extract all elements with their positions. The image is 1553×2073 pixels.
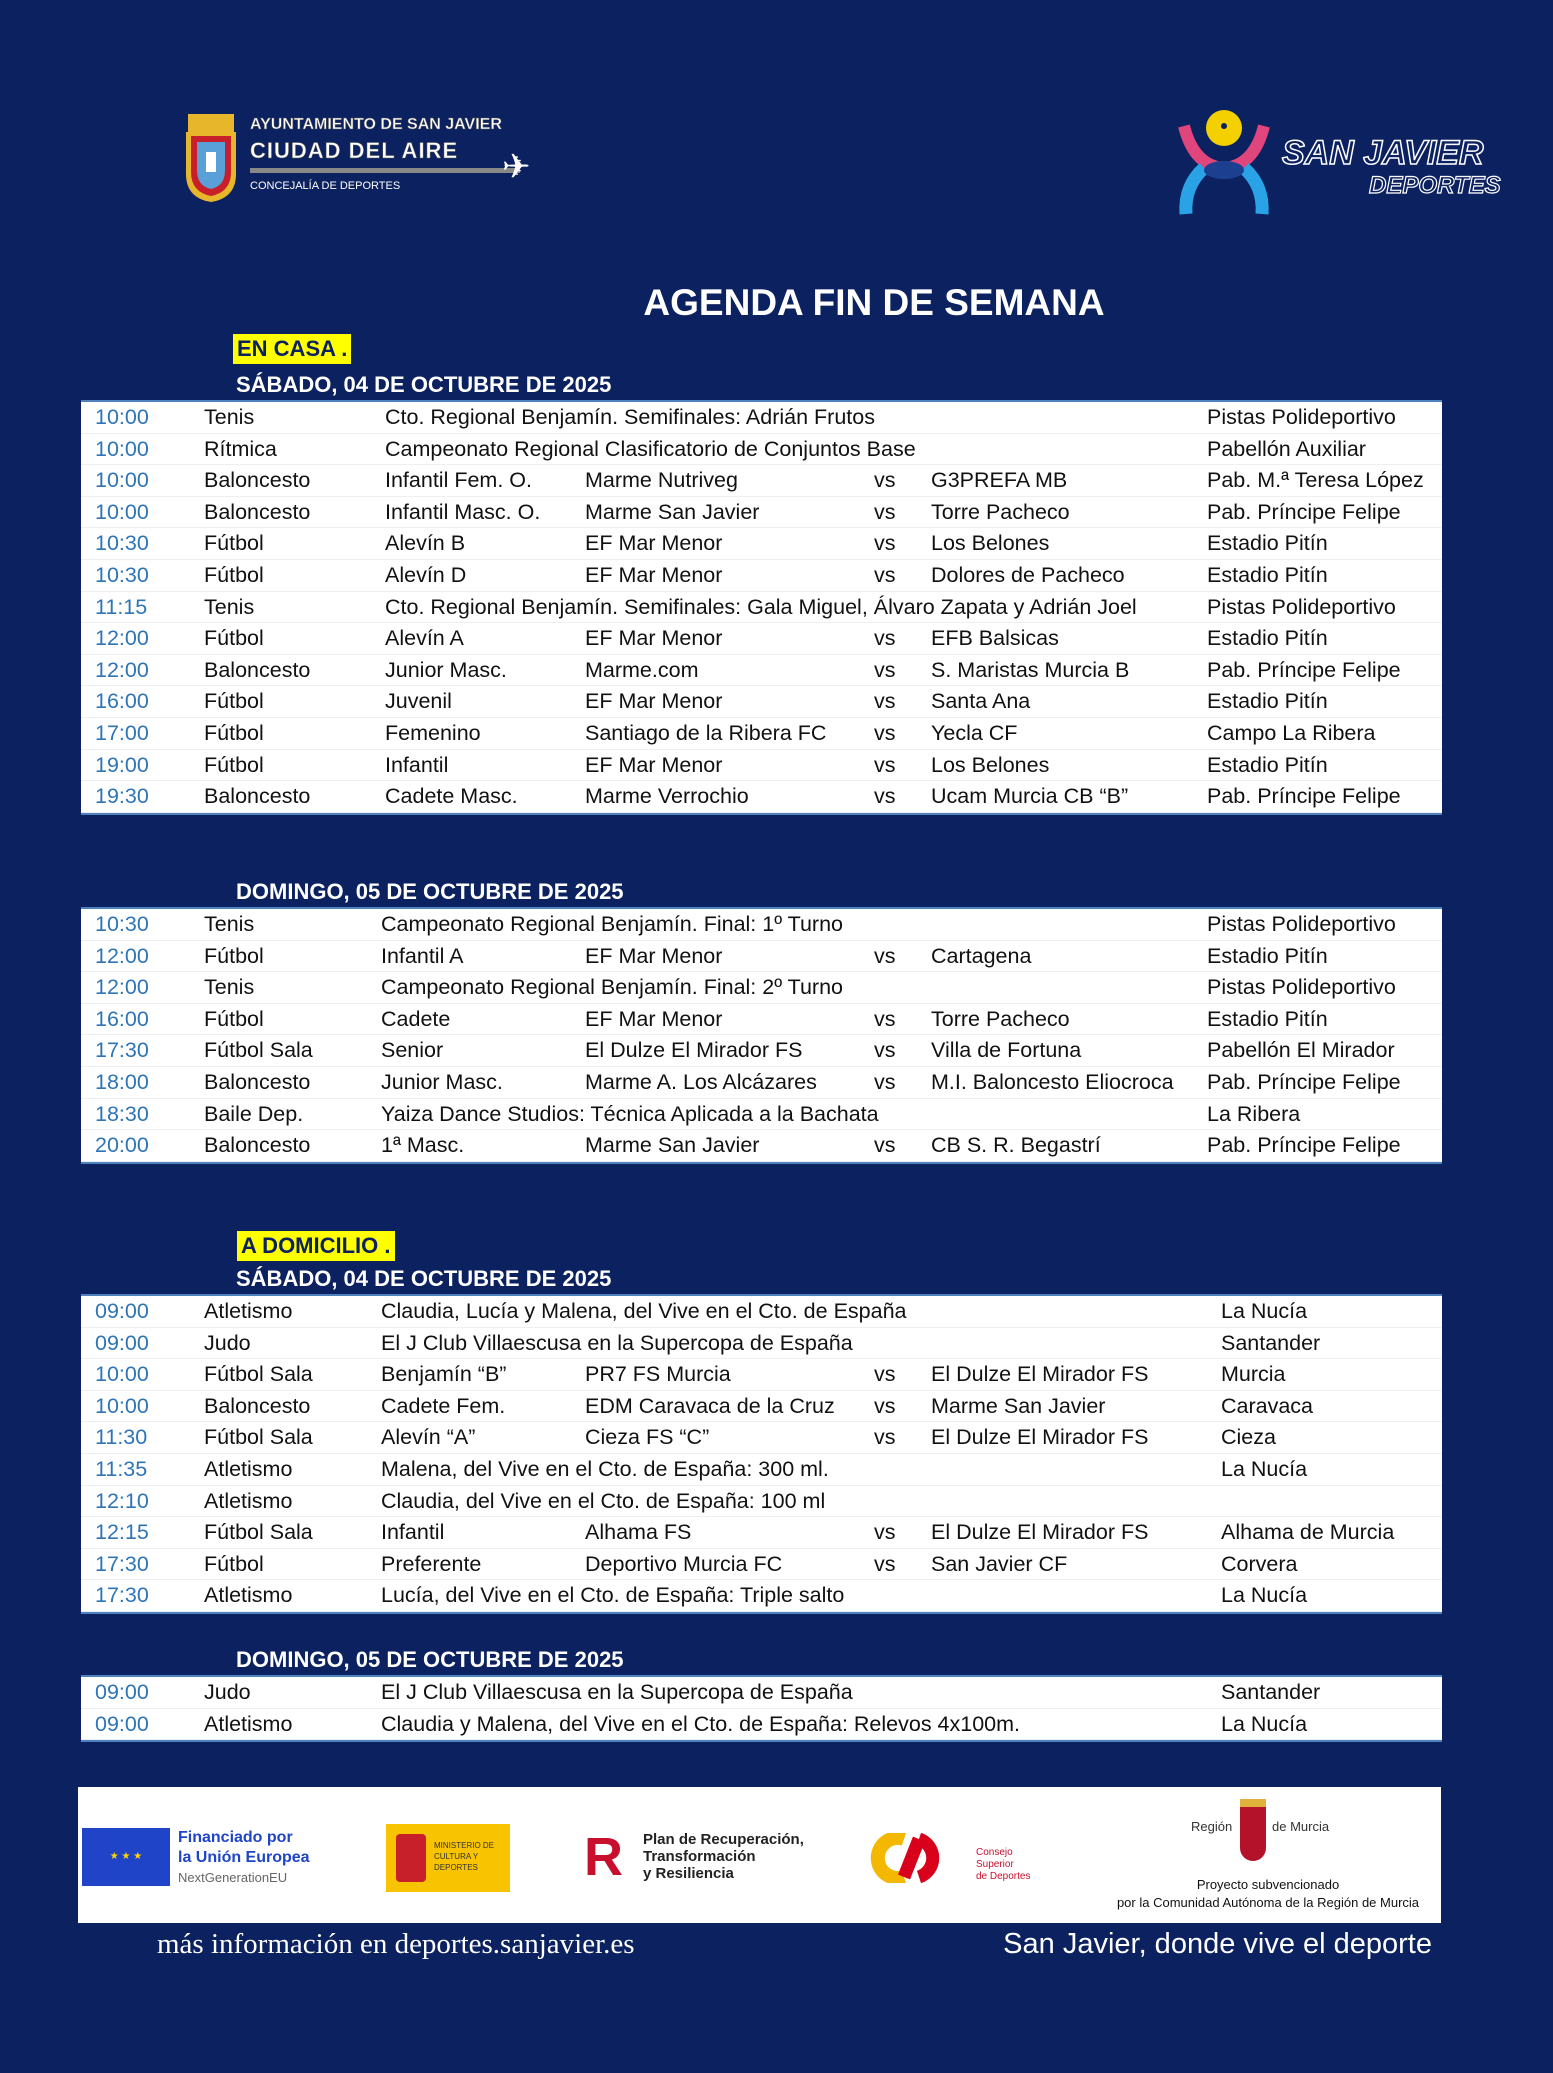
event-venue: Pistas Polideportivo (1207, 594, 1396, 619)
event-venue: Estadio Pitín (1207, 943, 1328, 968)
event-category: Cadete Fem. (381, 1393, 506, 1418)
event-category: Benjamín “B” (381, 1362, 507, 1387)
event-sport: Fútbol Sala (204, 1362, 313, 1387)
eu-line1: Financiado por (178, 1829, 293, 1846)
event-description: Campeonato Regional Benjamín. Final: 1º Turno (381, 912, 844, 936)
event-venue: Pabellón El Mirador (1207, 1038, 1395, 1063)
versus-label: vs (874, 1393, 896, 1418)
versus-label: vs (874, 531, 896, 556)
away-team: Torre Pacheco (931, 1006, 1070, 1031)
event-venue: La Nucía (1221, 1583, 1308, 1608)
away-team: Los Belones (931, 531, 1050, 556)
versus-label: vs (874, 499, 896, 524)
versus-label: vs (874, 689, 896, 714)
home-team: EF Mar Menor (585, 689, 723, 714)
murcia-line1: Proyecto subvencionado (1196, 1877, 1340, 1892)
table-row (81, 1422, 1442, 1454)
event-time: 18:00 (95, 1069, 149, 1094)
event-venue: Pistas Polideportivo (1207, 405, 1396, 429)
event-category: Alevín “A” (381, 1425, 476, 1450)
table-row (81, 1517, 1442, 1549)
table-row (81, 434, 1442, 466)
event-sport: Atletismo (204, 1711, 293, 1736)
event-sport: Baloncesto (204, 657, 311, 682)
table-row (81, 1486, 1442, 1518)
ayuntamiento-line2: CIUDAD DEL AIRE (250, 138, 459, 163)
away-team: Ucam Murcia CB “B” (931, 784, 1129, 809)
plan-line2: Transformación (643, 1848, 756, 1865)
event-sport: Fútbol (204, 943, 264, 968)
versus-label: vs (874, 1425, 896, 1450)
event-venue: Estadio Pitín (1207, 689, 1328, 714)
event-time: 09:00 (95, 1299, 149, 1323)
home-team: El Dulze El Mirador FS (585, 1038, 803, 1063)
schedule-table (81, 400, 1442, 815)
murcia-name-right: de Murcia (1272, 1819, 1330, 1834)
event-category: Alevín B (385, 531, 466, 556)
event-sport: Fútbol (204, 626, 264, 651)
event-category: Cadete (381, 1006, 451, 1031)
event-time: 09:00 (95, 1330, 149, 1355)
away-team: Santa Ana (931, 689, 1031, 714)
event-venue: Estadio Pitín (1207, 626, 1328, 651)
home-team: EF Mar Menor (585, 1006, 723, 1031)
event-sport: Fútbol (204, 531, 264, 556)
event-time: 10:00 (95, 468, 149, 493)
event-category: 1ª Masc. (381, 1133, 465, 1158)
event-time: 11:15 (95, 594, 148, 619)
event-sport: Baile Dep. (204, 1101, 304, 1126)
versus-label: vs (874, 1069, 896, 1094)
table-row (81, 686, 1442, 718)
section-tag: A DOMICILIO . (237, 1231, 395, 1261)
table-row (81, 750, 1442, 782)
sanjavier-logo-line1: SAN JAVIER (1282, 134, 1484, 172)
event-sport: Baloncesto (204, 1069, 311, 1094)
event-time: 10:30 (95, 912, 149, 936)
event-venue: La Nucía (1221, 1711, 1308, 1736)
event-sport: Baloncesto (204, 468, 311, 493)
table-row (81, 972, 1442, 1004)
event-category: Junior Masc. (385, 657, 507, 682)
home-team: Alhama FS (585, 1520, 692, 1545)
event-venue: Santander (1221, 1330, 1321, 1355)
sponsors-band (78, 1787, 1441, 1923)
event-time: 10:30 (95, 562, 149, 587)
away-team: Los Belones (931, 752, 1050, 777)
slogan: San Javier, donde vive el deporte (1003, 1928, 1432, 1960)
csd-line1: Consejo (976, 1847, 1013, 1858)
event-time: 09:00 (95, 1680, 149, 1704)
away-team: San Javier CF (931, 1551, 1068, 1576)
event-time: 10:30 (95, 531, 149, 556)
versus-label: vs (874, 1362, 896, 1387)
event-category: Junior Masc. (381, 1069, 503, 1094)
event-venue: Pab. Príncipe Felipe (1207, 657, 1401, 682)
event-venue: Estadio Pitín (1207, 531, 1328, 556)
sanjavier-deportes-logo (1174, 106, 1504, 221)
away-team: El Dulze El Mirador FS (931, 1362, 1149, 1387)
home-team: Santiago de la Ribera FC (585, 720, 827, 745)
away-team: CB S. R. Begastrí (931, 1133, 1101, 1158)
day-heading: DOMINGO, 05 DE OCTUBRE DE 2025 (236, 879, 624, 904)
event-venue: Pab. Príncipe Felipe (1207, 784, 1401, 809)
home-team: Marme Verrochio (585, 784, 749, 809)
event-time: 17:30 (95, 1551, 149, 1576)
event-sport: Baloncesto (204, 1393, 311, 1418)
event-description: Cto. Regional Benjamín. Semifinales: Adrián Frutos (385, 405, 875, 429)
versus-label: vs (874, 626, 896, 651)
event-sport: Atletismo (204, 1488, 293, 1513)
table-row (81, 1004, 1442, 1036)
event-venue: Estadio Pitín (1207, 1006, 1328, 1031)
event-time: 20:00 (95, 1133, 149, 1158)
event-description: Campeonato Regional Clasificatorio de Conjuntos Base (385, 436, 916, 461)
event-time: 10:00 (95, 1393, 149, 1418)
table-row (81, 1359, 1442, 1391)
schedule-table (81, 907, 1442, 1164)
home-team: EF Mar Menor (585, 752, 723, 777)
event-venue: Corvera (1221, 1551, 1298, 1576)
event-sport: Fútbol (204, 1006, 264, 1031)
event-category: Preferente (381, 1551, 482, 1576)
table-row (81, 909, 1442, 941)
schedule-table (81, 1294, 1442, 1614)
day-heading: SÁBADO, 04 DE OCTUBRE DE 2025 (236, 372, 612, 397)
away-team: S. Maristas Murcia B (931, 657, 1130, 682)
event-time: 10:00 (95, 436, 149, 461)
home-team: EDM Caravaca de la Cruz (585, 1393, 835, 1418)
event-sport: Tenis (204, 594, 255, 619)
event-time: 16:00 (95, 1006, 149, 1031)
event-venue: Pab. Príncipe Felipe (1207, 499, 1401, 524)
table-row (81, 655, 1442, 687)
plan-line3: y Resiliencia (643, 1865, 734, 1882)
event-venue: La Nucía (1221, 1299, 1308, 1323)
table-row (81, 1099, 1442, 1131)
event-description: Claudia y Malena, del Vive en el Cto. de España: Relevos 4x100m. (381, 1711, 1021, 1736)
event-description: Campeonato Regional Benjamín. Final: 2º Turno (381, 975, 844, 1000)
eu-line3: NextGenerationEU (178, 1870, 288, 1885)
event-category: Juvenil (385, 689, 452, 714)
table-row (81, 1677, 1442, 1709)
table-row (81, 560, 1442, 592)
home-team: Marme San Javier (585, 499, 760, 524)
away-team: El Dulze El Mirador FS (931, 1425, 1149, 1450)
event-description: Cto. Regional Benjamín. Semifinales: Gala Miguel, Álvaro Zapata y Adrián Joel (385, 594, 1137, 619)
event-sport: Fútbol (204, 1551, 264, 1576)
event-sport: Rítmica (204, 436, 277, 461)
schedule-table (81, 1675, 1442, 1742)
event-description: El J Club Villaescusa en la Supercopa de España (381, 1330, 853, 1355)
event-time: 18:30 (95, 1101, 149, 1126)
table-row (81, 1709, 1442, 1741)
event-venue: Murcia (1221, 1362, 1286, 1387)
versus-label: vs (874, 943, 896, 968)
versus-label: vs (874, 1520, 896, 1545)
event-category: Infantil (381, 1520, 445, 1545)
home-team: Cieza FS “C” (585, 1425, 710, 1450)
event-time: 10:00 (95, 499, 149, 524)
event-sport: Atletismo (204, 1583, 293, 1608)
event-time: 17:00 (95, 720, 149, 745)
ayuntamiento-line3: CONCEJALÍA DE DEPORTES (250, 180, 401, 192)
event-description: Lucía, del Vive en el Cto. de España: Triple salto (381, 1583, 845, 1608)
event-venue: La Ribera (1207, 1101, 1301, 1126)
versus-label: vs (874, 784, 896, 809)
page-title: AGENDA FIN DE SEMANA (643, 282, 1105, 323)
event-venue: Pab. M.ª Teresa López (1207, 468, 1424, 493)
home-team: EF Mar Menor (585, 562, 723, 587)
event-time: 11:35 (95, 1456, 148, 1481)
event-sport: Atletismo (204, 1299, 293, 1323)
event-venue: Alhama de Murcia (1221, 1520, 1395, 1545)
versus-label: vs (874, 1006, 896, 1031)
away-team: Cartagena (931, 943, 1032, 968)
table-row (81, 1549, 1442, 1581)
versus-label: vs (874, 1038, 896, 1063)
event-sport: Fútbol (204, 562, 264, 587)
ministry-logo (386, 1824, 510, 1892)
event-time: 12:00 (95, 657, 149, 682)
event-category: Infantil Fem. O. (385, 468, 532, 493)
ayuntamiento-logo (182, 112, 542, 207)
eu-logo: ★ ★ ★ (82, 1828, 170, 1886)
event-sport: Fútbol Sala (204, 1520, 313, 1545)
table-row (81, 1328, 1442, 1360)
table-row (81, 781, 1442, 813)
event-venue: Pistas Polideportivo (1207, 912, 1396, 936)
away-team: Torre Pacheco (931, 499, 1070, 524)
event-venue: Caravaca (1221, 1393, 1314, 1418)
event-time: 12:10 (95, 1488, 149, 1513)
event-category: Alevín A (385, 626, 464, 651)
event-sport: Judo (204, 1680, 251, 1704)
plan-recuperacion-logo: R (584, 1827, 623, 1887)
home-team: Marme A. Los Alcázares (585, 1069, 817, 1094)
event-venue: Pab. Príncipe Felipe (1207, 1133, 1401, 1158)
murcia-shield-icon (1240, 1799, 1266, 1861)
versus-label: vs (874, 1133, 896, 1158)
event-category: Infantil (385, 752, 449, 777)
table-row (81, 1391, 1442, 1423)
table-row (81, 623, 1442, 655)
event-sport: Tenis (204, 975, 255, 1000)
versus-label: vs (874, 468, 896, 493)
event-venue: Campo La Ribera (1207, 720, 1376, 745)
event-sport: Tenis (204, 405, 255, 429)
athlete-figure-icon (1174, 106, 1274, 218)
event-venue: La Nucía (1221, 1456, 1308, 1481)
home-team: EF Mar Menor (585, 626, 723, 651)
event-time: 16:00 (95, 689, 149, 714)
event-time: 12:15 (95, 1520, 149, 1545)
versus-label: vs (874, 657, 896, 682)
home-team: Marme San Javier (585, 1133, 760, 1158)
table-row (81, 592, 1442, 624)
table-row (81, 1067, 1442, 1099)
away-team: Dolores de Pacheco (931, 562, 1125, 587)
event-sport: Fútbol Sala (204, 1425, 313, 1450)
home-team: Deportivo Murcia FC (585, 1551, 783, 1576)
event-sport: Fútbol (204, 752, 264, 777)
table-row (81, 465, 1442, 497)
event-time: 17:30 (95, 1583, 149, 1608)
section-tag: EN CASA . (233, 334, 351, 364)
event-venue: Estadio Pitín (1207, 752, 1328, 777)
event-time: 19:00 (95, 752, 149, 777)
versus-label: vs (874, 752, 896, 777)
event-venue: Pabellón Auxiliar (1207, 436, 1366, 461)
airplane-icon: ✈ (502, 148, 531, 186)
event-time: 19:30 (95, 784, 149, 809)
ministry-text: MINISTERIO DE CULTURA Y DEPORTES (434, 1841, 495, 1872)
event-sport: Fútbol Sala (204, 1038, 313, 1063)
table-row (81, 941, 1442, 973)
event-description: El J Club Villaescusa en la Supercopa de España (381, 1680, 853, 1704)
csd-logo-icon (864, 1833, 968, 1883)
csd-line3: de Deportes (976, 1871, 1031, 1882)
spain-coat-of-arms-icon (396, 1834, 426, 1882)
event-category: Femenino (385, 720, 481, 745)
event-description: Claudia, del Vive en el Cto. de España: 100 ml (381, 1488, 826, 1513)
home-team: EF Mar Menor (585, 531, 723, 556)
event-sport: Baloncesto (204, 1133, 311, 1158)
event-time: 12:00 (95, 626, 149, 651)
event-category: Alevín D (385, 562, 467, 587)
event-category: Infantil A (381, 943, 464, 968)
event-venue: Pistas Polideportivo (1207, 975, 1396, 1000)
event-sport: Baloncesto (204, 784, 311, 809)
event-sport: Fútbol (204, 720, 264, 745)
event-sport: Judo (204, 1330, 251, 1355)
event-time: 09:00 (95, 1711, 149, 1736)
event-venue: Estadio Pitín (1207, 562, 1328, 587)
airplane-trail (250, 168, 520, 173)
table-row (81, 1296, 1442, 1328)
table-row (81, 1130, 1442, 1162)
event-sport: Fútbol (204, 689, 264, 714)
murcia-line2: por la Comunidad Autónoma de la Región de Murcia (1116, 1895, 1420, 1910)
away-team: Marme San Javier (931, 1393, 1106, 1418)
event-time: 10:00 (95, 405, 149, 429)
home-team: Marme.com (585, 657, 699, 682)
event-description: Claudia, Lucía y Malena, del Vive en el Cto. de España (381, 1299, 907, 1323)
versus-label: vs (874, 720, 896, 745)
ayuntamiento-line1: AYUNTAMIENTO DE SAN JAVIER (250, 116, 502, 133)
event-category: Senior (381, 1038, 444, 1063)
away-team: Villa de Fortuna (931, 1038, 1082, 1063)
table-row (81, 718, 1442, 750)
coat-of-arms-icon (182, 112, 240, 204)
versus-label: vs (874, 562, 896, 587)
table-row (81, 1580, 1442, 1612)
event-time: 12:00 (95, 975, 149, 1000)
away-team: G3PREFA MB (931, 468, 1068, 493)
home-team: Marme Nutriveg (585, 468, 738, 493)
murcia-name-left: Región (1191, 1819, 1233, 1834)
away-team: Yecla CF (931, 720, 1018, 745)
table-row (81, 528, 1442, 560)
event-venue: Cieza (1221, 1425, 1276, 1450)
event-sport: Tenis (204, 912, 255, 936)
event-description: Yaiza Dance Studios: Técnica Aplicada a la Bachata (381, 1101, 879, 1126)
table-row (81, 1035, 1442, 1067)
event-category: Cadete Masc. (385, 784, 518, 809)
away-team: El Dulze El Mirador FS (931, 1520, 1149, 1545)
event-category: Infantil Masc. O. (385, 499, 541, 524)
home-team: EF Mar Menor (585, 943, 723, 968)
table-row (81, 497, 1442, 529)
home-team: PR7 FS Murcia (585, 1362, 731, 1387)
event-time: 11:30 (95, 1425, 148, 1450)
versus-label: vs (874, 1551, 896, 1576)
event-description: Malena, del Vive en el Cto. de España: 300 ml. (381, 1456, 829, 1481)
event-venue: Santander (1221, 1680, 1321, 1704)
away-team: M.I. Baloncesto Eliocroca (931, 1069, 1174, 1094)
csd-line2: Superior (976, 1859, 1014, 1870)
event-time: 17:30 (95, 1038, 149, 1063)
sanjavier-logo-line2: DEPORTES (1369, 172, 1501, 199)
event-sport: Baloncesto (204, 499, 311, 524)
event-venue: Pab. Príncipe Felipe (1207, 1069, 1401, 1094)
table-row (81, 1454, 1442, 1486)
day-heading: SÁBADO, 04 DE OCTUBRE DE 2025 (236, 1266, 612, 1291)
table-row (81, 402, 1442, 434)
event-time: 10:00 (95, 1362, 149, 1387)
away-team: EFB Balsicas (931, 626, 1059, 651)
website-info-link[interactable]: más información en deportes.sanjavier.es (157, 1928, 635, 1960)
event-time: 12:00 (95, 943, 149, 968)
day-heading: DOMINGO, 05 DE OCTUBRE DE 2025 (236, 1647, 624, 1672)
event-sport: Atletismo (204, 1456, 293, 1481)
eu-line2: la Unión Europea (178, 1849, 310, 1866)
plan-line1: Plan de Recuperación, (643, 1831, 804, 1848)
